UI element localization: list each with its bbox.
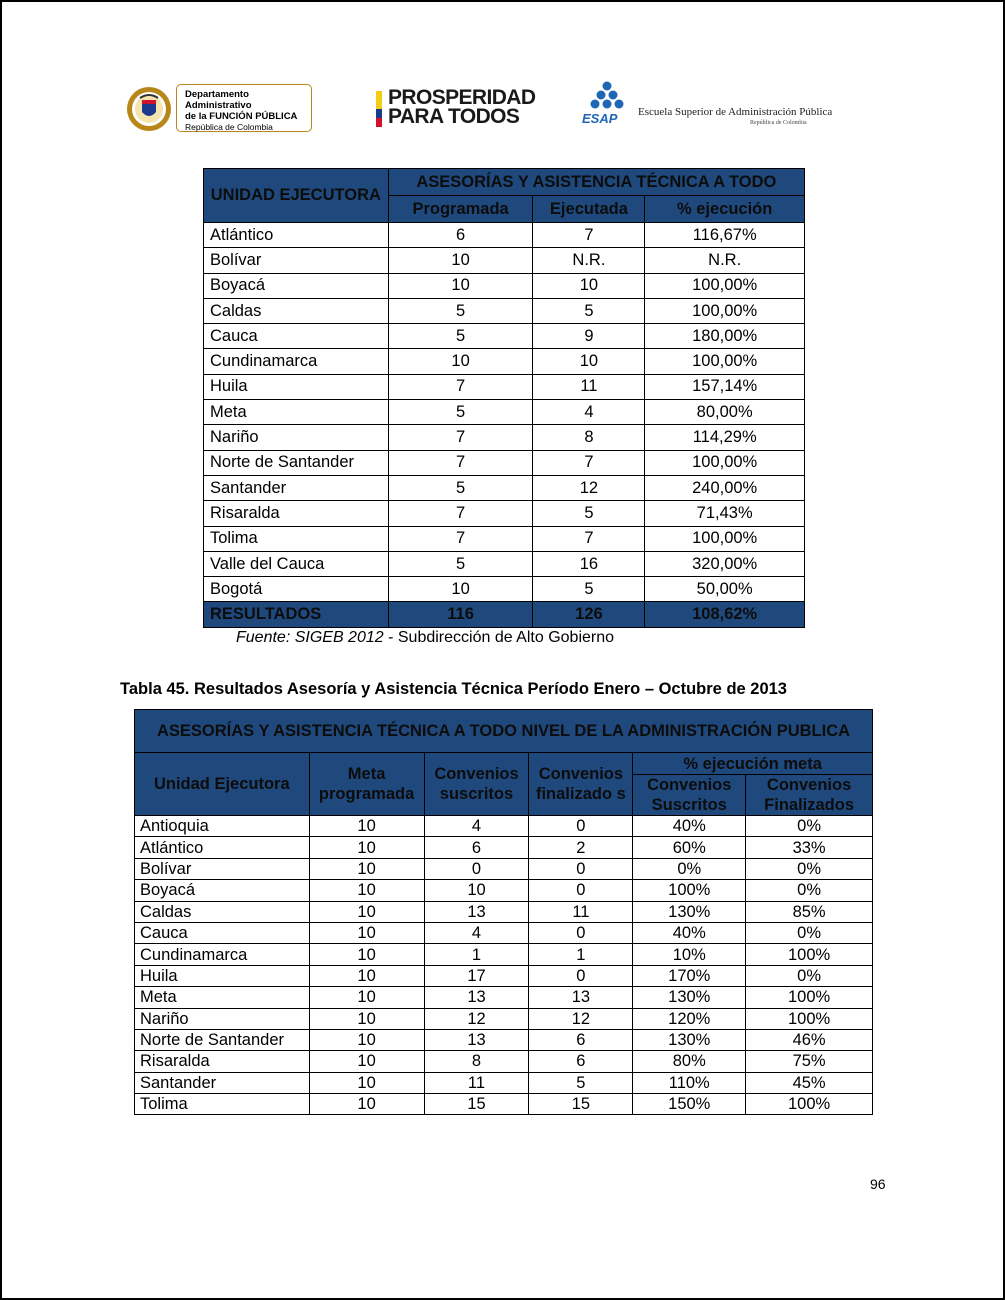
t1-cell-value: N.R. <box>533 248 645 273</box>
t2-cell-unidad: Tolima <box>135 1094 310 1115</box>
colombia-flag-bar-icon <box>376 91 382 127</box>
colombia-seal-icon <box>126 86 172 132</box>
t2-cell-value: 80% <box>633 1051 746 1072</box>
t2-cell-value: 6 <box>529 1051 633 1072</box>
t1-header-group: ASESORÍAS Y ASISTENCIA TÉCNICA A TODO <box>388 169 804 196</box>
t2-cell-unidad: Atlántico <box>135 837 310 858</box>
t2-cell-value: 60% <box>633 837 746 858</box>
t2-row <box>135 1072 873 1093</box>
t2-cell-value: 13 <box>424 1029 529 1050</box>
t1-cell-value: 10 <box>388 349 533 374</box>
t1-cell-value: N.R. <box>645 248 805 273</box>
t2-row <box>135 837 873 858</box>
t2-cell-value: 4 <box>424 816 529 837</box>
page-number: 96 <box>870 1176 886 1192</box>
t2-cell-value: 40% <box>633 816 746 837</box>
t1-cell-unidad: Meta <box>204 400 389 425</box>
t1-cell-unidad: Bogotá <box>204 577 389 602</box>
esap-dots-icon <box>580 80 640 126</box>
t1-cell-unidad: Huila <box>204 374 389 399</box>
t2-cell-value: 4 <box>424 922 529 943</box>
t1-cell-unidad: Tolima <box>204 526 389 551</box>
t1-cell-value: 7 <box>533 450 645 475</box>
t1-header-ejecucion: % ejecución <box>645 196 805 223</box>
t1-cell-unidad: Caldas <box>204 298 389 323</box>
t1-row <box>204 577 805 602</box>
t1-cell-unidad: Norte de Santander <box>204 450 389 475</box>
t1-cell-value: 100,00% <box>645 349 805 374</box>
t1-cell-value: 5 <box>388 551 533 576</box>
t1-cell-value: 10 <box>533 349 645 374</box>
t1-cell-unidad: Cauca <box>204 324 389 349</box>
t1-cell-value: 5 <box>533 298 645 323</box>
t1-cell-value: 7 <box>388 501 533 526</box>
t1-cell-value: 50,00% <box>645 577 805 602</box>
dafp-name-box <box>176 84 312 132</box>
t1-cell-unidad: Boyacá <box>204 273 389 298</box>
t2-cell-value: 15 <box>424 1094 529 1115</box>
dafp-line3: República de Colombia <box>185 122 273 132</box>
t2-cell-unidad: Bolívar <box>135 858 310 879</box>
t2-cell-unidad: Antioquia <box>135 816 310 837</box>
t1-cell-value: 7 <box>388 450 533 475</box>
t2-cell-value: 33% <box>746 837 873 858</box>
t2-cell-value: 10 <box>309 987 424 1008</box>
t1-row <box>204 248 805 273</box>
t2-row <box>135 901 873 922</box>
source-rest: - Subdirección de Alto Gobierno <box>383 629 615 646</box>
t1-row <box>204 501 805 526</box>
t2-header-finalizados: Convenios finalizado s <box>529 753 633 816</box>
t1-header-unidad: UNIDAD EJECUTORA <box>204 169 389 223</box>
t1-cell-value: 7 <box>388 425 533 450</box>
t1-row <box>204 374 805 399</box>
t2-cell-value: 10 <box>309 965 424 986</box>
t1-cell-unidad: Valle del Cauca <box>204 551 389 576</box>
prosperidad-line2: PARA TODOS <box>388 105 520 128</box>
t2-cell-value: 8 <box>424 1051 529 1072</box>
t2-header-ejecucion: % ejecución meta <box>633 753 873 775</box>
t2-row <box>135 1094 873 1115</box>
t1-cell-value: 71,43% <box>645 501 805 526</box>
t1-cell-value: 7 <box>388 374 533 399</box>
t2-cell-unidad: Caldas <box>135 901 310 922</box>
t2-cell-unidad: Meta <box>135 987 310 1008</box>
dafp-line2: de la FUNCIÓN PÚBLICA <box>185 111 298 122</box>
t1-row <box>204 298 805 323</box>
t1-cell-value: 5 <box>388 475 533 500</box>
t2-cell-value: 10 <box>309 858 424 879</box>
table-asesorias-2012 <box>203 168 805 628</box>
t1-cell-unidad: Cundinamarca <box>204 349 389 374</box>
t1-cell-value: 10 <box>388 273 533 298</box>
t1-cell-value: 240,00% <box>645 475 805 500</box>
t2-cell-value: 10 <box>309 837 424 858</box>
t1-cell-value: 10 <box>388 577 533 602</box>
t2-cell-value: 12 <box>529 1008 633 1029</box>
t1-total-label: RESULTADOS <box>204 602 389 627</box>
table-asesorias-2013 <box>134 709 873 1115</box>
t1-row <box>204 425 805 450</box>
t1-cell-value: 116,67% <box>645 223 805 248</box>
t1-row <box>204 324 805 349</box>
t1-cell-value: 5 <box>533 577 645 602</box>
t2-cell-unidad: Huila <box>135 965 310 986</box>
t2-cell-value: 2 <box>529 837 633 858</box>
t1-total-value: 126 <box>533 602 645 627</box>
t1-total-row <box>204 602 805 627</box>
t2-cell-value: 10 <box>309 880 424 901</box>
t2-cell-value: 0 <box>424 858 529 879</box>
t2-cell-value: 10 <box>309 1051 424 1072</box>
table1-source <box>236 629 614 647</box>
t2-cell-value: 100% <box>633 880 746 901</box>
t1-body <box>204 223 805 628</box>
t2-cell-value: 5 <box>529 1072 633 1093</box>
t1-cell-value: 100,00% <box>645 450 805 475</box>
t2-cell-value: 11 <box>529 901 633 922</box>
t1-cell-value: 114,29% <box>645 425 805 450</box>
t2-cell-value: 0 <box>529 880 633 901</box>
t2-row <box>135 1051 873 1072</box>
t1-cell-value: 7 <box>533 223 645 248</box>
t2-cell-unidad: Boyacá <box>135 880 310 901</box>
t2-row <box>135 965 873 986</box>
t1-cell-value: 10 <box>533 273 645 298</box>
t2-cell-value: 0 <box>529 858 633 879</box>
t2-cell-value: 0 <box>529 965 633 986</box>
t1-total-value: 108,62% <box>645 602 805 627</box>
t2-cell-value: 1 <box>424 944 529 965</box>
t1-row <box>204 223 805 248</box>
t2-row <box>135 880 873 901</box>
t1-cell-value: 8 <box>533 425 645 450</box>
t2-cell-unidad: Nariño <box>135 1008 310 1029</box>
t2-cell-value: 100% <box>746 987 873 1008</box>
t1-header-programada: Programada <box>388 196 533 223</box>
t1-row <box>204 349 805 374</box>
dafp-line1: Departamento Administrativo <box>185 89 252 111</box>
t2-cell-value: 0% <box>746 965 873 986</box>
t2-cell-value: 0% <box>746 922 873 943</box>
table2-caption: Tabla 45. Resultados Asesoría y Asistencia Técnica Período Enero – Octubre de 2013 <box>120 680 787 698</box>
t2-cell-value: 75% <box>746 1051 873 1072</box>
esap-letters: ESAP <box>582 111 618 126</box>
t2-cell-value: 13 <box>529 987 633 1008</box>
t1-cell-value: 16 <box>533 551 645 576</box>
source-italic: Fuente: SIGEB 2012 <box>236 629 384 646</box>
t2-row <box>135 987 873 1008</box>
t2-cell-value: 0 <box>529 922 633 943</box>
t2-cell-value: 10 <box>309 944 424 965</box>
esap-name: Escuela Superior de Administración Pública <box>638 106 833 118</box>
t1-cell-unidad: Bolívar <box>204 248 389 273</box>
t1-row <box>204 450 805 475</box>
t1-header-ejecutada: Ejecutada <box>533 196 645 223</box>
t2-body <box>135 816 873 1115</box>
t1-row <box>204 400 805 425</box>
t2-cell-value: 0% <box>746 880 873 901</box>
t2-cell-value: 110% <box>633 1072 746 1093</box>
t2-cell-value: 100% <box>746 944 873 965</box>
t2-cell-value: 6 <box>529 1029 633 1050</box>
t1-cell-value: 7 <box>533 526 645 551</box>
t2-cell-value: 120% <box>633 1008 746 1029</box>
t2-cell-unidad: Cauca <box>135 922 310 943</box>
t1-cell-value: 10 <box>388 248 533 273</box>
t2-cell-value: 130% <box>633 901 746 922</box>
t2-cell-value: 0% <box>746 858 873 879</box>
t1-cell-value: 80,00% <box>645 400 805 425</box>
t2-row <box>135 1029 873 1050</box>
t2-cell-value: 1 <box>529 944 633 965</box>
t1-row <box>204 273 805 298</box>
t2-header-suscritos: Convenios suscritos <box>424 753 529 816</box>
t2-cell-value: 10 <box>309 1094 424 1115</box>
t2-header-unidad: Unidad Ejecutora <box>135 753 310 816</box>
t2-cell-value: 15 <box>529 1094 633 1115</box>
t1-cell-value: 7 <box>388 526 533 551</box>
t1-row <box>204 551 805 576</box>
t2-cell-value: 10 <box>309 901 424 922</box>
t2-row <box>135 922 873 943</box>
t2-cell-value: 0% <box>633 858 746 879</box>
t1-cell-value: 11 <box>533 374 645 399</box>
t2-title: ASESORÍAS Y ASISTENCIA TÉCNICA A TODO NIVEL DE LA ADMINISTRACIÓN PUBLICA <box>135 710 873 753</box>
t1-cell-value: 5 <box>388 400 533 425</box>
t2-cell-value: 13 <box>424 901 529 922</box>
t1-cell-value: 5 <box>388 298 533 323</box>
t2-row <box>135 816 873 837</box>
t2-row <box>135 858 873 879</box>
t2-cell-value: 0 <box>529 816 633 837</box>
t1-total-value: 116 <box>388 602 533 627</box>
t1-cell-unidad: Santander <box>204 475 389 500</box>
t2-cell-unidad: Norte de Santander <box>135 1029 310 1050</box>
t2-subheader-suscritos: Convenios Suscritos <box>633 775 746 816</box>
prosperidad-line1: PROSPERIDAD <box>388 86 536 109</box>
prosperidad-logo <box>376 88 536 130</box>
t1-cell-unidad: Risaralda <box>204 501 389 526</box>
t2-cell-value: 10 <box>424 880 529 901</box>
t2-cell-unidad: Risaralda <box>135 1051 310 1072</box>
t2-header-meta: Meta programada <box>309 753 424 816</box>
t2-subheader-finalizados: Convenios Finalizados <box>746 775 873 816</box>
t1-row <box>204 475 805 500</box>
t2-cell-value: 100% <box>746 1094 873 1115</box>
t1-cell-value: 157,14% <box>645 374 805 399</box>
t1-cell-value: 180,00% <box>645 324 805 349</box>
t1-cell-value: 100,00% <box>645 273 805 298</box>
t2-cell-value: 6 <box>424 837 529 858</box>
t2-cell-value: 10 <box>309 1072 424 1093</box>
t1-cell-value: 9 <box>533 324 645 349</box>
t1-cell-unidad: Nariño <box>204 425 389 450</box>
t1-cell-unidad: Atlántico <box>204 223 389 248</box>
t2-row <box>135 944 873 965</box>
t2-cell-value: 10 <box>309 816 424 837</box>
t2-cell-value: 12 <box>424 1008 529 1029</box>
prosperidad-wordmark <box>388 88 535 126</box>
t2-cell-unidad: Cundinamarca <box>135 944 310 965</box>
t2-cell-value: 10 <box>309 1029 424 1050</box>
t2-cell-value: 100% <box>746 1008 873 1029</box>
t2-row <box>135 1008 873 1029</box>
t1-cell-value: 12 <box>533 475 645 500</box>
t1-cell-value: 4 <box>533 400 645 425</box>
t1-row <box>204 526 805 551</box>
t2-cell-value: 11 <box>424 1072 529 1093</box>
t2-cell-value: 10 <box>309 922 424 943</box>
t2-cell-value: 130% <box>633 987 746 1008</box>
t2-cell-value: 13 <box>424 987 529 1008</box>
t1-cell-value: 100,00% <box>645 526 805 551</box>
t2-cell-value: 46% <box>746 1029 873 1050</box>
t2-cell-value: 150% <box>633 1094 746 1115</box>
funcion-publica-logo <box>126 84 316 136</box>
t1-cell-value: 100,00% <box>645 298 805 323</box>
t2-cell-value: 45% <box>746 1072 873 1093</box>
t1-cell-value: 5 <box>388 324 533 349</box>
esap-logo <box>580 80 833 132</box>
t1-cell-value: 6 <box>388 223 533 248</box>
t1-cell-value: 5 <box>533 501 645 526</box>
t2-cell-value: 10 <box>309 1008 424 1029</box>
t2-cell-value: 130% <box>633 1029 746 1050</box>
t1-cell-value: 320,00% <box>645 551 805 576</box>
t2-cell-value: 10% <box>633 944 746 965</box>
t2-cell-value: 17 <box>424 965 529 986</box>
t2-cell-value: 40% <box>633 922 746 943</box>
t2-cell-value: 85% <box>746 901 873 922</box>
t2-cell-value: 170% <box>633 965 746 986</box>
t2-cell-value: 0% <box>746 816 873 837</box>
esap-subtitle: República de Colombia <box>750 120 807 126</box>
t2-cell-unidad: Santander <box>135 1072 310 1093</box>
